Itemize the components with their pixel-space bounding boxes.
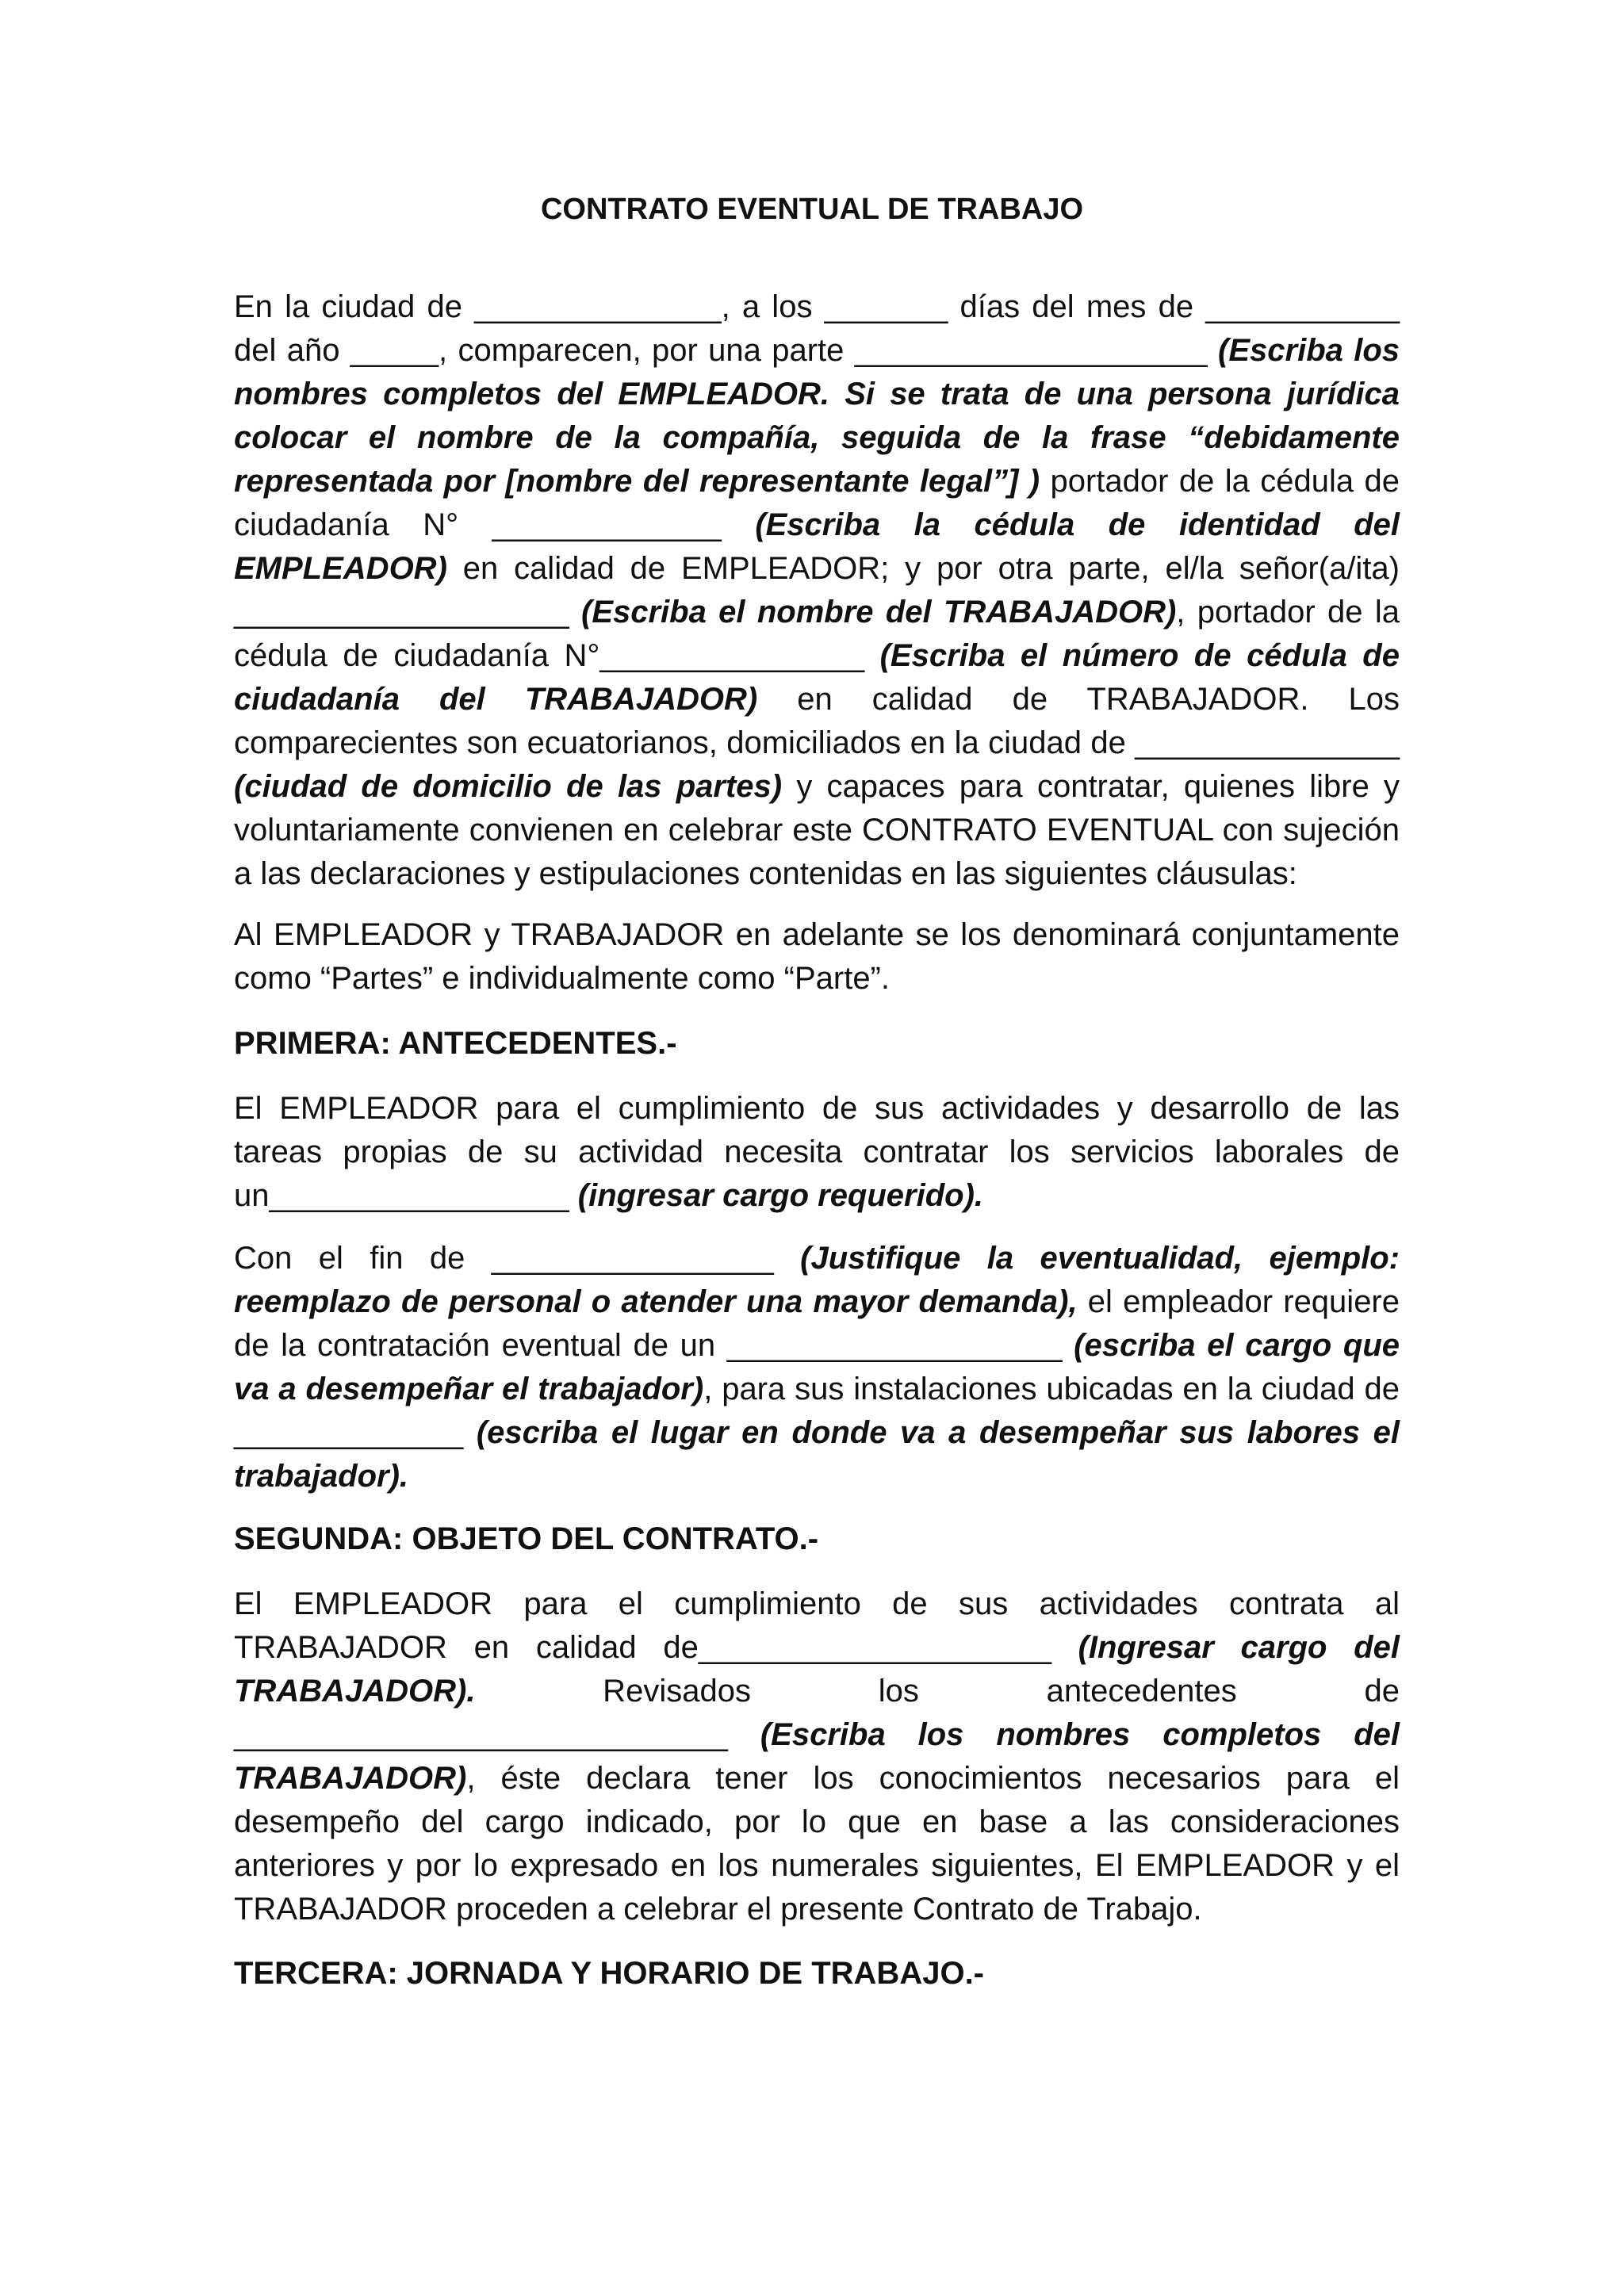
text-run: , portador de la cédula de ciudadanía N°_______________	[234, 595, 1400, 673]
text-run: portador de la cédula de ciudadanía N° _____________	[234, 464, 1400, 542]
paragraph-comparecientes	[234, 285, 1400, 896]
text-run: El EMPLEADOR para el cumplimiento de sus actividades y desarrollo de las tareas propias de su actividad necesita contratar los servicios laborales de un_________________	[234, 1091, 1400, 1213]
text-run: Revisados los antecedentes de ____________________________	[234, 1674, 1400, 1752]
paragraph-eventualidad	[234, 1237, 1400, 1498]
instruction-text: (escriba el lugar en donde va a desempeñar sus labores el trabajador).	[234, 1415, 1400, 1494]
clause-heading-tercera: TERCERA: JORNADA Y HORARIO DE TRABAJO.-	[234, 1956, 984, 1991]
instruction-text: (escriba el cargo que va a desempeñar el trabajador)	[234, 1328, 1400, 1406]
text-run: , éste declara tener los conocimientos necesarios para el desempeño del cargo indicado, por lo que en base a las consideraciones anteriores y por lo expresado en los numerales siguientes, El EMPLEADOR y el TRABAJADOR proceden a celebrar el presente Contrato de Trabajo.	[234, 1761, 1400, 1927]
text-run: El EMPLEADOR para el cumplimiento de sus actividades contrata al TRABAJADOR en calidad de____________________	[234, 1586, 1400, 1665]
instruction-text: (Ingresar cargo del TRABAJADOR).	[234, 1630, 1400, 1709]
text-run: y capaces para contratar, quienes libre y voluntariamente convienen en celebrar este CONTRATO EVENTUAL con sujeción a las declaraciones y estipulaciones contenidas en las siguientes cláusulas:	[234, 769, 1400, 891]
document-title: CONTRATO EVENTUAL DE TRABAJO	[540, 193, 1084, 226]
text-run: el empleador requiere de la contratación eventual de un ___________________	[234, 1284, 1400, 1363]
text-run: , para sus instalaciones ubicadas en la ciudad de _____________	[234, 1372, 1400, 1450]
paragraph-partes: Al EMPLEADOR y TRABAJADOR en adelante se los denominará conjuntamente como “Partes” e individualmente como “Parte”.	[234, 917, 1400, 996]
instruction-text: (Escriba los nombres completos del TRABAJADOR)	[234, 1717, 1400, 1796]
clause-heading-primera: PRIMERA: ANTECEDENTES.-	[234, 1026, 677, 1061]
instruction-text: (ingresar cargo requerido).	[577, 1178, 984, 1213]
paragraph-objeto	[234, 1582, 1400, 1931]
paragraph-antecedentes	[234, 1087, 1400, 1218]
instruction-text: (Escriba el número de cédula de ciudadanía del TRABAJADOR)	[234, 638, 1400, 717]
instruction-text: (Escriba los nombres completos del EMPLEADOR. Si se trata de una persona jurídica colocar el nombre de la compañía, seguida de la frase “debidamente representada por [nombre del representante legal”] )	[234, 333, 1400, 499]
text-run: en calidad de EMPLEADOR; y por otra parte, el/la señor(a/ita) ___________________	[234, 551, 1400, 629]
clause-heading-segunda: SEGUNDA: OBJETO DEL CONTRATO.-	[234, 1521, 819, 1556]
instruction-text: (Justifique la eventualidad, ejemplo: reemplazo de personal o atender una mayor demanda),	[234, 1241, 1400, 1319]
text-run: Con el fin de ________________	[234, 1241, 801, 1276]
instruction-text: (Escriba la cédula de identidad del EMPLEADOR)	[234, 507, 1400, 586]
instruction-text: (ciudad de domicilio de las partes)	[234, 769, 783, 804]
document-body	[234, 285, 1400, 2017]
text-run: En la ciudad de ______________, a los _______ días del mes de ___________ del año _____, comparecen, por una parte ____________________	[234, 289, 1400, 368]
instruction-text: (Escriba el nombre del TRABAJADOR)	[581, 595, 1177, 629]
text-run: en calidad de TRABAJADOR. Los comparecientes son ecuatorianos, domiciliados en la ciudad de _______________	[234, 682, 1400, 760]
